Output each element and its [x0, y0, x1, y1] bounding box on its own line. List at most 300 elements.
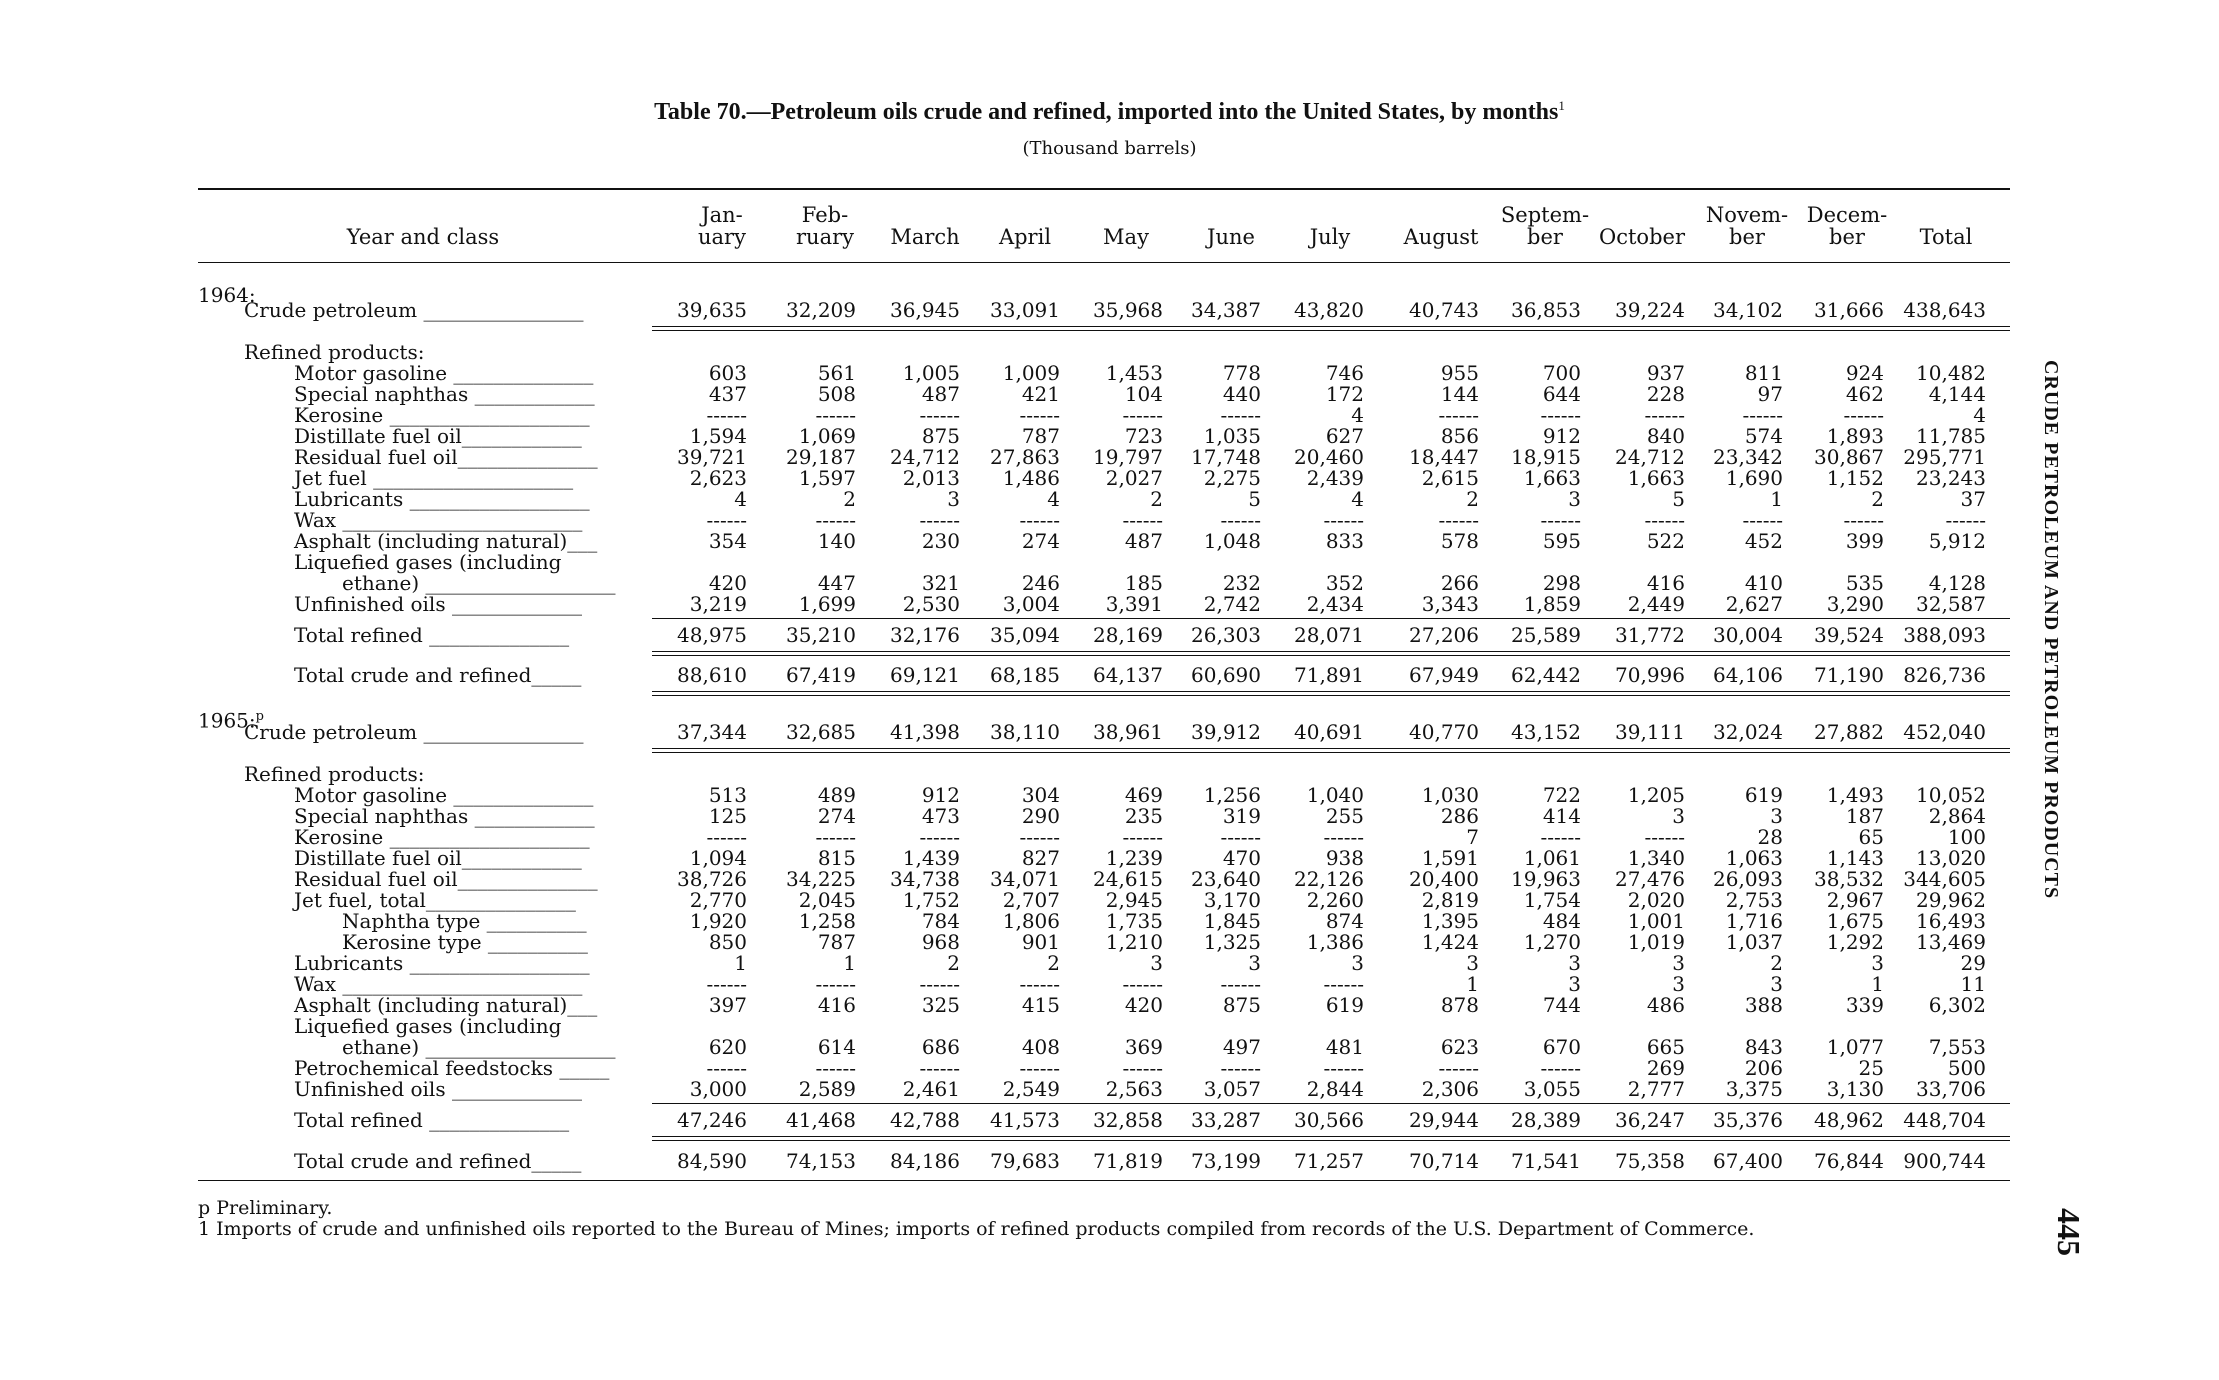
table-cell: 912 — [1542, 424, 1581, 448]
table-cell: 901 — [1021, 930, 1060, 954]
table-cell: 32,209 — [786, 298, 856, 322]
table-cell: 1,069 — [798, 424, 856, 448]
table-cell: 420 — [1124, 993, 1163, 1017]
table-cell: 397 — [708, 993, 747, 1017]
table-cell: 2,275 — [1203, 466, 1261, 490]
table-cell: 2,777 — [1627, 1077, 1685, 1101]
table-cell: ------ — [1742, 403, 1783, 427]
header-month — [1797, 204, 1897, 248]
table-cell: 1,340 — [1627, 846, 1685, 870]
table-cell: ------ — [815, 825, 856, 849]
table-cell: 2,045 — [798, 888, 856, 912]
table-cell: 32,176 — [890, 623, 960, 647]
table-cell: 578 — [1440, 529, 1479, 553]
table-row — [0, 624, 2010, 646]
table-row — [0, 1015, 2010, 1037]
table-cell: 32,858 — [1093, 1108, 1163, 1132]
table-cell: 2,260 — [1306, 888, 1364, 912]
table-cell: 29 — [1960, 951, 1986, 975]
table-cell: 4 — [1047, 487, 1060, 511]
table-cell: 325 — [921, 993, 960, 1017]
row-label: Special naphthas ____________ — [294, 382, 595, 406]
row-label: Liquefied gases (including — [294, 550, 562, 574]
table-cell: 420 — [708, 571, 747, 595]
table-cell: 25,589 — [1511, 623, 1581, 647]
row-label: Total crude and refined_____ — [294, 663, 582, 687]
table-cell: 827 — [1021, 846, 1060, 870]
table-row — [0, 826, 2010, 848]
table-cell: ------ — [1019, 1056, 1060, 1080]
total-double-rule — [652, 691, 2010, 696]
row-label: Asphalt (including natural)___ — [294, 529, 598, 553]
table-cell: 912 — [921, 783, 960, 807]
table-cell: 500 — [1947, 1056, 1986, 1080]
table-row — [0, 593, 2010, 615]
table-cell: 1,594 — [689, 424, 747, 448]
table-cell: 1,210 — [1105, 930, 1163, 954]
row-label: Residual fuel oil______________ — [294, 445, 598, 469]
table-cell: 125 — [708, 804, 747, 828]
table-cell: 2,753 — [1725, 888, 1783, 912]
footnote-preliminary: p Preliminary. — [198, 1197, 333, 1219]
table-cell: 187 — [1845, 804, 1884, 828]
table-cell: 29,962 — [1916, 888, 1986, 912]
row-label: ethane) ___________________ — [342, 1035, 616, 1059]
table-cell: 321 — [921, 571, 960, 595]
table-row — [0, 931, 2010, 953]
table-cell: 71,819 — [1093, 1149, 1163, 1173]
table-cell: ------ — [1540, 1056, 1581, 1080]
table-cell: 144 — [1440, 382, 1479, 406]
table-cell: 31,772 — [1615, 623, 1685, 647]
table-cell: 37,344 — [677, 720, 747, 744]
table-cell: 2,589 — [798, 1077, 856, 1101]
header-month — [1896, 204, 1996, 248]
table-cell: 84,590 — [677, 1149, 747, 1173]
header-month — [775, 204, 875, 248]
row-label: Special naphthas ____________ — [294, 804, 595, 828]
table-cell: 38,110 — [990, 720, 1060, 744]
table-cell: 1 — [1466, 972, 1479, 996]
table-cell: 522 — [1646, 529, 1685, 553]
table-cell: 2,020 — [1627, 888, 1685, 912]
table-row — [0, 551, 2010, 573]
table-cell: 20,400 — [1409, 867, 1479, 891]
table-cell: 723 — [1124, 424, 1163, 448]
table-cell: 84,186 — [890, 1149, 960, 1173]
table-cell: 1,597 — [798, 466, 856, 490]
table-cell: 290 — [1021, 804, 1060, 828]
table-cell: 140 — [817, 529, 856, 553]
table-cell: 1,893 — [1826, 424, 1884, 448]
header-month-line1 — [1280, 204, 1380, 226]
table-cell: 34,102 — [1713, 298, 1783, 322]
table-cell: 614 — [817, 1035, 856, 1059]
table-cell: 41,573 — [990, 1108, 1060, 1132]
table-cell: 34,738 — [890, 867, 960, 891]
row-label: Wax ________________________ — [294, 508, 583, 532]
table-cell: 826,736 — [1903, 663, 1986, 687]
table-cell: ------ — [1323, 972, 1364, 996]
table-cell: ------ — [919, 825, 960, 849]
table-row — [0, 910, 2010, 932]
table-cell: 27,882 — [1814, 720, 1884, 744]
table-cell: 26,093 — [1713, 867, 1783, 891]
table-cell: 26,303 — [1191, 623, 1261, 647]
table-cell: 41,468 — [786, 1108, 856, 1132]
table-cell: 416 — [1646, 571, 1685, 595]
table-cell: 28,071 — [1294, 623, 1364, 647]
header-month-line1 — [1592, 204, 1692, 226]
header-month-line1 — [1076, 204, 1176, 226]
table-cell: 1,143 — [1826, 846, 1884, 870]
table-cell: ------ — [1438, 403, 1479, 427]
table-cell: 23,243 — [1916, 466, 1986, 490]
header-month-line1 — [1391, 204, 1491, 226]
row-label: 1964: — [198, 283, 256, 307]
header-month-line1 — [875, 204, 975, 226]
table-cell: 70,714 — [1409, 1149, 1479, 1173]
table-cell: 437 — [708, 382, 747, 406]
bottom-rule — [198, 1180, 2010, 1181]
table-cell: 399 — [1845, 529, 1884, 553]
table-cell: ------ — [919, 508, 960, 532]
table-row — [0, 868, 2010, 890]
table-cell: ------ — [815, 972, 856, 996]
table-cell: 1,077 — [1826, 1035, 1884, 1059]
table-cell: ------ — [919, 403, 960, 427]
table-cell: 39,912 — [1191, 720, 1261, 744]
header-month — [1181, 204, 1281, 248]
table-title — [0, 98, 2219, 126]
table-cell: 71,190 — [1814, 663, 1884, 687]
table-cell: 2,967 — [1826, 888, 1884, 912]
table-cell: 670 — [1542, 1035, 1581, 1059]
running-section-title: CRUDE PETROLEUM AND PETROLEUM PRODUCTS — [2040, 360, 2062, 900]
table-cell: 13,020 — [1916, 846, 1986, 870]
table-cell: 1,037 — [1725, 930, 1783, 954]
table-cell: 2,615 — [1421, 466, 1479, 490]
table-cell: 39,635 — [677, 298, 747, 322]
table-cell: 32,024 — [1713, 720, 1783, 744]
table-cell: 1,859 — [1523, 592, 1581, 616]
table-cell: ------ — [706, 403, 747, 427]
table-cell: 416 — [817, 993, 856, 1017]
table-cell: ------ — [1644, 403, 1685, 427]
table-cell: 37 — [1960, 487, 1986, 511]
table-cell: 1,845 — [1203, 909, 1261, 933]
table-cell: ------ — [1019, 403, 1060, 427]
table-cell: 1,094 — [689, 846, 747, 870]
table-cell: 67,949 — [1409, 663, 1479, 687]
table-cell: 3 — [1770, 972, 1783, 996]
row-label: Wax ________________________ — [294, 972, 583, 996]
footnote-sources: 1 Imports of crude and unfinished oils reported to the Bureau of Mines; imports of refined products compiled from records of the U.S. Department of Commerce. — [198, 1218, 1755, 1240]
table-cell: 2,306 — [1421, 1077, 1479, 1101]
row-label: 1965:$^p$ — [198, 708, 264, 733]
table-cell: 29,187 — [786, 445, 856, 469]
table-cell: 438,643 — [1903, 298, 1986, 322]
table-cell: 274 — [1021, 529, 1060, 553]
table-cell: 3,055 — [1523, 1077, 1581, 1101]
table-cell: 1,920 — [689, 909, 747, 933]
table-cell: 3,391 — [1105, 592, 1163, 616]
table-cell: 856 — [1440, 424, 1479, 448]
row-label: Petrochemical feedstocks _____ — [294, 1056, 610, 1080]
table-cell: 1,486 — [1002, 466, 1060, 490]
table-cell: 2 — [843, 487, 856, 511]
table-cell: 924 — [1845, 361, 1884, 385]
table-row — [0, 404, 2010, 426]
table-cell: 811 — [1744, 361, 1783, 385]
table-cell: 1,063 — [1725, 846, 1783, 870]
table-cell: ------ — [1122, 1056, 1163, 1080]
table-cell: 388,093 — [1903, 623, 1986, 647]
header-year-class: Year and class — [346, 225, 500, 249]
table-cell: 513 — [708, 783, 747, 807]
table-row — [0, 509, 2010, 531]
table-cell: 39,721 — [677, 445, 747, 469]
table-row — [0, 664, 2010, 686]
table-cell: 1,005 — [902, 361, 960, 385]
table-row — [0, 467, 2010, 489]
table-cell: 20,460 — [1294, 445, 1364, 469]
table-cell: ------ — [1122, 508, 1163, 532]
table-cell: 27,863 — [990, 445, 1060, 469]
title-footnote-mark: 1 — [1558, 98, 1565, 113]
table-cell: 447 — [817, 571, 856, 595]
table-cell: 88,610 — [677, 663, 747, 687]
table-cell: 19,963 — [1511, 867, 1581, 891]
row-label: Distillate fuel oil____________ — [294, 846, 582, 870]
table-cell: 1,752 — [902, 888, 960, 912]
table-cell: ------ — [1220, 825, 1261, 849]
table-cell: 2,439 — [1306, 466, 1364, 490]
table-cell: ------ — [1019, 972, 1060, 996]
table-cell: 65 — [1858, 825, 1884, 849]
table-cell: 574 — [1744, 424, 1783, 448]
table-cell: 2,742 — [1203, 592, 1261, 616]
table-cell: 1,239 — [1105, 846, 1163, 870]
table-cell: ------ — [1843, 403, 1884, 427]
table-cell: 3,343 — [1421, 592, 1479, 616]
header-month-line1 — [975, 204, 1075, 226]
table-cell: 1,663 — [1523, 466, 1581, 490]
table-cell: 3,170 — [1203, 888, 1261, 912]
table-cell: 19,797 — [1093, 445, 1163, 469]
table-cell: 2,819 — [1421, 888, 1479, 912]
header-month-line1: Septem- — [1500, 203, 1590, 227]
row-label: Unfinished oils _____________ — [294, 592, 582, 616]
table-cell: 27,206 — [1409, 623, 1479, 647]
table-cell: 2,844 — [1306, 1077, 1364, 1101]
table-cell: 900,744 — [1903, 1149, 1986, 1173]
table-cell: 352 — [1325, 571, 1364, 595]
table-cell: 64,137 — [1093, 663, 1163, 687]
table-cell: 1,001 — [1627, 909, 1685, 933]
table-row — [0, 572, 2010, 594]
table-cell: 3 — [1568, 951, 1581, 975]
table-cell: 1,009 — [1002, 361, 1060, 385]
header-month-line2: ber — [1527, 225, 1563, 249]
table-cell: 1,716 — [1725, 909, 1783, 933]
table-cell: ------ — [919, 1056, 960, 1080]
table-cell: 937 — [1646, 361, 1685, 385]
table-cell: 2,623 — [689, 466, 747, 490]
table-cell: 69,121 — [890, 663, 960, 687]
table-cell: 1,048 — [1203, 529, 1261, 553]
table-row — [0, 299, 2010, 321]
table-cell: 452 — [1744, 529, 1783, 553]
table-cell: 665 — [1646, 1035, 1685, 1059]
table-cell: ------ — [1323, 825, 1364, 849]
table-cell: 246 — [1021, 571, 1060, 595]
table-cell: 1 — [843, 951, 856, 975]
table-cell: 815 — [817, 846, 856, 870]
table-cell: 354 — [708, 529, 747, 553]
table-cell: 470 — [1222, 846, 1261, 870]
header-month — [672, 204, 772, 248]
table-cell: 473 — [921, 804, 960, 828]
total-double-rule — [652, 326, 2010, 331]
table-cell: 36,853 — [1511, 298, 1581, 322]
table-cell: 7,553 — [1928, 1035, 1986, 1059]
table-cell: 23,342 — [1713, 445, 1783, 469]
table-cell: 172 — [1325, 382, 1364, 406]
table-cell: 644 — [1542, 382, 1581, 406]
table-cell: 874 — [1325, 909, 1364, 933]
table-cell: 2 — [1466, 487, 1479, 511]
table-cell: 97 — [1757, 382, 1783, 406]
table-row — [0, 383, 2010, 405]
table-row — [0, 994, 2010, 1016]
table-cell: ------ — [1122, 825, 1163, 849]
row-label: Liquefied gases (including — [294, 1014, 562, 1038]
table-cell: 10,052 — [1916, 783, 1986, 807]
header-month — [1391, 204, 1491, 248]
table-row — [0, 1150, 2010, 1172]
table-cell: 23,640 — [1191, 867, 1261, 891]
header-month-line2: March — [890, 225, 960, 249]
table-cell: 410 — [1744, 571, 1783, 595]
table-cell: 30,004 — [1713, 623, 1783, 647]
table-cell: 784 — [921, 909, 960, 933]
table-cell: 620 — [708, 1035, 747, 1059]
table-cell: 5 — [1672, 487, 1685, 511]
table-cell: 787 — [1021, 424, 1060, 448]
table-cell: 3,375 — [1725, 1077, 1783, 1101]
table-cell: 850 — [708, 930, 747, 954]
table-row — [0, 784, 2010, 806]
table-cell: 35,210 — [786, 623, 856, 647]
table-cell: 1,735 — [1105, 909, 1163, 933]
table-cell: ------ — [1122, 403, 1163, 427]
table-cell: 2,461 — [902, 1077, 960, 1101]
table-cell: 29,944 — [1409, 1108, 1479, 1132]
header-rule — [198, 262, 2010, 263]
table-title-text: Table 70.—Petroleum oils crude and refined, imported into the United States, by months — [654, 99, 1559, 125]
table-cell: 18,447 — [1409, 445, 1479, 469]
header-month-line2: April — [998, 225, 1052, 249]
table-cell: 339 — [1845, 993, 1884, 1017]
table-cell: 35,376 — [1713, 1108, 1783, 1132]
table-row — [0, 446, 2010, 468]
table-cell: 274 — [817, 804, 856, 828]
table-cell: 34,071 — [990, 867, 1060, 891]
table-cell: 71,891 — [1294, 663, 1364, 687]
table-cell: 2 — [947, 951, 960, 975]
table-cell: 2 — [1770, 951, 1783, 975]
table-cell: 206 — [1744, 1056, 1783, 1080]
table-cell: 627 — [1325, 424, 1364, 448]
table-row — [0, 1078, 2010, 1100]
table-cell: 1,453 — [1105, 361, 1163, 385]
table-cell: 2,530 — [902, 592, 960, 616]
table-cell: 4,144 — [1928, 382, 1986, 406]
table-cell: 344,605 — [1903, 867, 1986, 891]
table-cell: 1 — [734, 951, 747, 975]
table-cell: ------ — [706, 972, 747, 996]
table-cell: 100 — [1947, 825, 1986, 849]
table-row — [0, 847, 2010, 869]
table-cell: 232 — [1222, 571, 1261, 595]
header-month-line2: June — [1207, 225, 1255, 249]
table-cell: 603 — [708, 361, 747, 385]
table-cell: 2,563 — [1105, 1077, 1163, 1101]
table-cell: 40,743 — [1409, 298, 1479, 322]
table-cell: 2 — [1150, 487, 1163, 511]
table-cell: 48,975 — [677, 623, 747, 647]
header-month-line2: October — [1599, 225, 1685, 249]
table-cell: 38,726 — [677, 867, 747, 891]
table-cell: ------ — [1220, 508, 1261, 532]
table-cell: ------ — [706, 1056, 747, 1080]
table-cell: 11,785 — [1916, 424, 1986, 448]
table-cell: 5,912 — [1928, 529, 1986, 553]
table-cell: 1,690 — [1725, 466, 1783, 490]
table-cell: 17,748 — [1191, 445, 1261, 469]
header-month-line1: Novem- — [1705, 203, 1789, 227]
row-label: Refined products: — [244, 762, 425, 786]
table-cell: 1,152 — [1826, 466, 1884, 490]
table-cell: 67,400 — [1713, 1149, 1783, 1173]
table-cell: 486 — [1646, 993, 1685, 1017]
table-cell: 42,788 — [890, 1108, 960, 1132]
table-cell: 319 — [1222, 804, 1261, 828]
row-label: Total refined ______________ — [294, 1108, 570, 1132]
table-cell: 36,945 — [890, 298, 960, 322]
table-cell: 619 — [1325, 993, 1364, 1017]
total-double-rule — [652, 748, 2010, 753]
table-cell: 487 — [1124, 529, 1163, 553]
table-cell: 1,030 — [1421, 783, 1479, 807]
table-cell: 71,257 — [1294, 1149, 1364, 1173]
table-cell: 43,820 — [1294, 298, 1364, 322]
table-cell: 36,247 — [1615, 1108, 1685, 1132]
row-label: Crude petroleum ________________ — [244, 720, 584, 744]
table-cell: ------ — [919, 972, 960, 996]
table-row — [0, 763, 2010, 785]
row-label: Jet fuel, total_______________ — [294, 888, 576, 912]
table-cell: 2,707 — [1002, 888, 1060, 912]
subtotal-rule — [652, 1103, 2010, 1104]
table-cell: 28,169 — [1093, 623, 1163, 647]
table-cell: 7 — [1466, 825, 1479, 849]
table-cell: 62,442 — [1511, 663, 1581, 687]
table-cell: 462 — [1845, 382, 1884, 406]
table-row — [0, 952, 2010, 974]
table-cell: 686 — [921, 1035, 960, 1059]
